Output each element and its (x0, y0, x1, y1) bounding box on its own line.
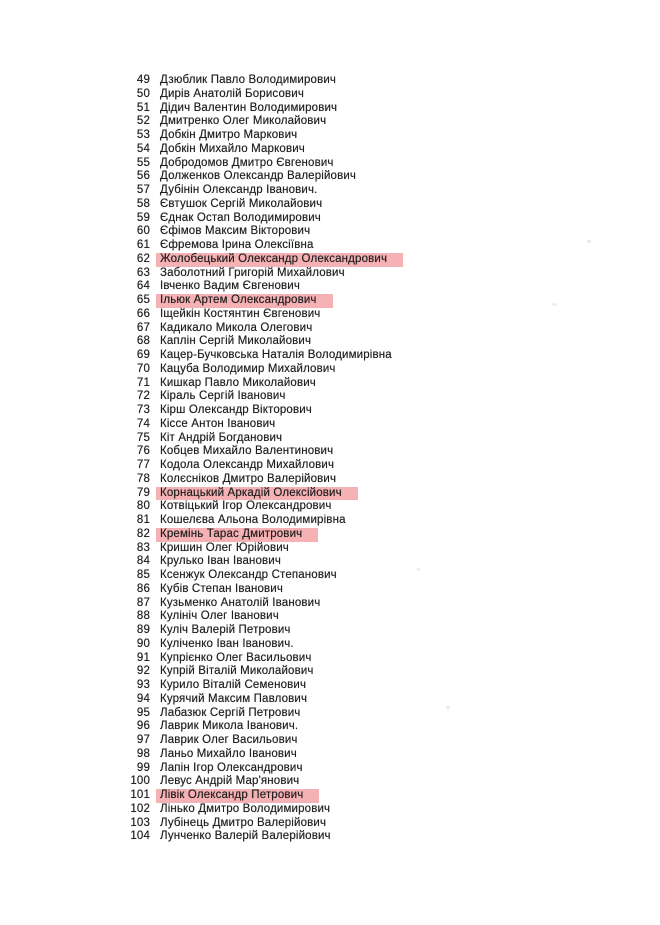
row-number: 50 (136, 87, 150, 100)
row-number: 76 (136, 445, 150, 458)
row-number: 57 (136, 184, 150, 196)
row-name: Лінько Дмитро Володимирович (160, 802, 331, 815)
row-number: 67 (136, 321, 150, 334)
row-number: 63 (136, 266, 150, 279)
row-number: 62 (136, 252, 150, 265)
row-number: 73 (136, 404, 150, 416)
list-item (108, 459, 588, 473)
list-item (108, 652, 588, 666)
list-item (108, 789, 588, 803)
row-name: Куліч Валерій Петрович (160, 624, 291, 636)
row-number: 65 (136, 294, 150, 306)
row-number: 53 (136, 129, 150, 141)
row-name: Кошелєва Альона Володимирівна (160, 514, 346, 526)
row-name: Кадикало Микола Олегович (160, 321, 313, 334)
row-number: 72 (136, 390, 150, 403)
row-number: 88 (136, 610, 150, 623)
row-name: Курячий Максим Павлович (160, 692, 308, 705)
row-number: 49 (136, 74, 150, 86)
list-item (108, 184, 588, 198)
row-name: Кулініч Олег Іванович (160, 610, 279, 623)
row-name: Кузьменко Анатолій Іванович (160, 596, 321, 609)
list-item (108, 693, 588, 707)
list-item (108, 500, 588, 514)
list-item (108, 308, 588, 322)
list-item (108, 363, 588, 377)
row-name: Лівік Олександр Петрович (156, 789, 319, 803)
row-number: 97 (136, 734, 150, 746)
row-number: 104 (130, 830, 150, 843)
row-number: 91 (136, 651, 150, 664)
row-name: Дмитренко Олег Миколайович (160, 115, 327, 128)
list-item (108, 817, 588, 831)
list-item (108, 377, 588, 391)
list-item (108, 487, 588, 501)
list-item (108, 170, 588, 184)
row-number: 101 (130, 789, 150, 801)
list-item (108, 294, 588, 308)
row-name: Кремінь Тарас Дмитрович (156, 528, 318, 542)
row-name: Ксенжук Олександр Степанович (160, 569, 337, 581)
row-number: 92 (136, 665, 150, 678)
row-number: 52 (136, 115, 150, 128)
row-name: Лаврик Микола Іванович. (160, 720, 299, 733)
row-name: Євтушок Сергій Миколайович (160, 197, 323, 210)
row-name: Курило Віталій Семенович (160, 679, 307, 691)
row-name: Левус Андрій Мар'янович (160, 775, 300, 788)
row-name: Кіссе Антон Іванович (160, 417, 276, 430)
row-number: 78 (136, 472, 150, 485)
row-number: 86 (136, 582, 150, 595)
row-number: 84 (136, 555, 150, 568)
row-number: 83 (136, 541, 150, 554)
row-name: Добродомов Дмитро Євгенович (160, 156, 334, 169)
list-item (108, 555, 588, 569)
row-name: Єднак Остап Володимирович (160, 211, 321, 224)
list-item (108, 734, 588, 748)
row-name: Корнацький Аркадій Олексійович (156, 487, 358, 501)
scan-noise-speck (417, 568, 420, 571)
list-item (108, 390, 588, 404)
list-item (108, 253, 588, 267)
list-item (108, 514, 588, 528)
list-item (108, 88, 588, 102)
list-item (108, 707, 588, 721)
row-number: 61 (136, 239, 150, 251)
row-name: Дідич Валентин Володимирович (160, 101, 338, 114)
row-name: Лапін Ігор Олександрович (160, 761, 303, 774)
scan-noise-speck (552, 303, 557, 306)
row-number: 54 (136, 142, 150, 155)
row-name: Кубів Степан Іванович (160, 582, 284, 595)
row-number: 95 (136, 706, 150, 719)
row-number: 59 (136, 211, 150, 224)
list-item (108, 583, 588, 597)
list-item (108, 638, 588, 652)
scan-noise-speck (587, 240, 591, 243)
list-item (108, 542, 588, 556)
row-name: Кіраль Сергій Іванович (160, 390, 286, 403)
scan-noise-speck (446, 706, 450, 709)
row-name: Лаврик Олег Васильович (160, 734, 298, 746)
row-number: 77 (136, 459, 150, 471)
list-item (108, 762, 588, 776)
list-item (108, 404, 588, 418)
row-number: 69 (136, 349, 150, 361)
row-number: 90 (136, 637, 150, 650)
row-number: 51 (136, 101, 150, 114)
row-name: Дзюблик Павло Володимирович (160, 74, 337, 86)
row-name: Кірш Олександр Вікторович (160, 404, 312, 416)
row-number: 100 (130, 775, 150, 788)
row-name: Кишкар Павло Миколайович (160, 376, 316, 389)
row-name: Купрій Віталій Миколайович (160, 665, 314, 678)
list-item (108, 432, 588, 446)
row-number: 56 (136, 170, 150, 183)
row-number: 70 (136, 362, 150, 375)
row-number: 85 (136, 569, 150, 581)
list-item (108, 418, 588, 432)
list-item (108, 225, 588, 239)
list-item (108, 349, 588, 363)
row-name: Єфімов Максим Вікторович (160, 225, 311, 238)
row-name: Долженков Олександр Валерійович (160, 170, 357, 183)
row-number: 58 (136, 197, 150, 210)
list-item (108, 335, 588, 349)
list-item (108, 322, 588, 336)
row-name: Дубінін Олександр Іванович. (160, 184, 318, 196)
row-number: 102 (130, 802, 150, 815)
row-name: Крулько Іван Іванович (160, 555, 282, 568)
list-item (108, 665, 588, 679)
list-item (108, 102, 588, 116)
list-item (108, 679, 588, 693)
row-number: 71 (136, 376, 150, 389)
list-item (108, 267, 588, 281)
list-item (108, 803, 588, 817)
row-name: Добкін Михайло Маркович (160, 142, 305, 155)
list-item (108, 212, 588, 226)
row-name: Кацуба Володимир Михайлович (160, 362, 336, 375)
row-name: Ільюк Артем Олександрович (156, 294, 333, 308)
list-item (108, 74, 588, 88)
list-item (108, 624, 588, 638)
row-name: Кацер-Бучковська Наталія Володимирівна (160, 349, 392, 361)
row-name: Котвіцький Ігор Олександрович (160, 500, 332, 513)
row-name: Добкін Дмитро Маркович (160, 129, 298, 141)
row-number: 96 (136, 720, 150, 733)
row-name: Дирів Анатолій Борисович (160, 87, 304, 100)
row-name: Іщейкін Костянтин Євгенович (160, 307, 321, 320)
row-name: Лунченко Валерій Валерійович (160, 830, 331, 843)
row-number: 103 (130, 816, 150, 829)
row-name: Лабазюк Сергій Петрович (160, 706, 301, 719)
row-number: 74 (136, 417, 150, 430)
list-item (108, 143, 588, 157)
list-item (108, 597, 588, 611)
row-number: 94 (136, 692, 150, 705)
row-number: 93 (136, 679, 150, 691)
list-item (108, 610, 588, 624)
list-item (108, 775, 588, 789)
row-number: 79 (136, 486, 150, 499)
row-number: 64 (136, 280, 150, 293)
row-name: Кіт Андрій Богданович (160, 431, 283, 444)
row-name: Івченко Вадим Євгенович (160, 280, 301, 293)
list-item (108, 239, 588, 253)
list-item (108, 157, 588, 171)
row-name: Кришин Олег Юрійович (160, 541, 289, 554)
list-item (108, 720, 588, 734)
row-name: Каплін Сергій Миколайович (160, 335, 312, 348)
row-number: 60 (136, 225, 150, 238)
list-item (108, 473, 588, 487)
list-item (108, 115, 588, 129)
row-number: 87 (136, 596, 150, 609)
row-number: 82 (136, 527, 150, 540)
list-item (108, 528, 588, 542)
row-name: Кодола Олександр Михайлович (160, 459, 335, 471)
row-number: 75 (136, 431, 150, 444)
deputies-name-list (108, 74, 588, 844)
row-name: Ланьо Михайло Іванович (160, 747, 297, 760)
row-number: 98 (136, 747, 150, 760)
list-item (108, 280, 588, 294)
row-name: Колєсніков Дмитро Валерійович (160, 472, 337, 485)
row-name: Купрієнко Олег Васильович (160, 651, 312, 664)
row-number: 68 (136, 335, 150, 348)
row-number: 99 (136, 761, 150, 774)
row-name: Заболотний Григорій Михайлович (160, 266, 345, 279)
list-item (108, 569, 588, 583)
list-item (108, 198, 588, 212)
list-item (108, 445, 588, 459)
row-name: Кобцев Михайло Валентинович (160, 445, 334, 458)
row-name: Лубінець Дмитро Валерійович (160, 816, 327, 829)
row-name: Жолобецький Олександр Олександрович (156, 253, 403, 267)
row-name: Єфремова Ірина Олексіївна (160, 239, 314, 251)
row-number: 80 (136, 500, 150, 513)
list-item (108, 830, 588, 844)
row-name: Куліченко Іван Іванович. (160, 637, 294, 650)
row-number: 89 (136, 624, 150, 636)
row-number: 66 (136, 307, 150, 320)
row-number: 55 (136, 156, 150, 169)
list-item (108, 129, 588, 143)
row-number: 81 (136, 514, 150, 526)
list-item (108, 748, 588, 762)
